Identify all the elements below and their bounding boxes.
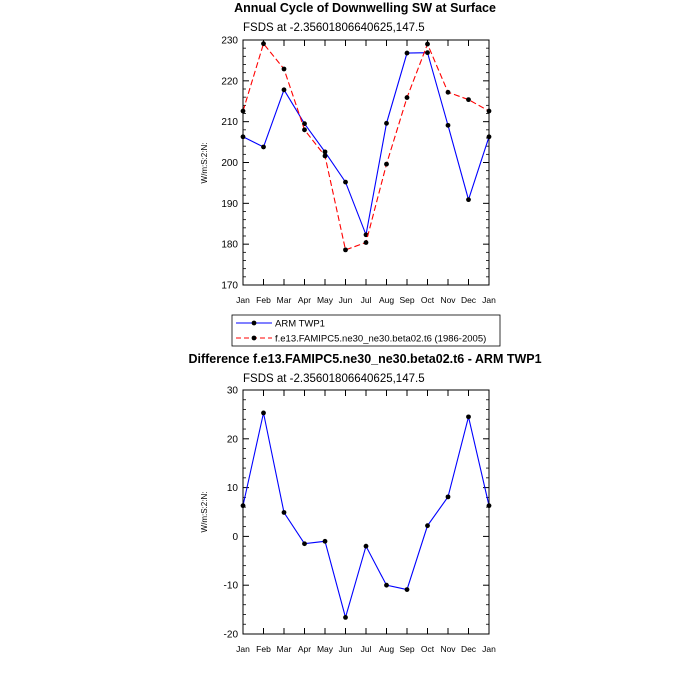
x-tick-label: Mar [276,644,292,654]
data-point [384,583,389,588]
data-point [405,51,410,56]
x-tick-label: Jul [360,644,372,654]
data-point [466,414,471,419]
data-point [343,180,348,185]
chart-subtitle: FSDS at -2.35601806640625,147.5 [243,22,425,34]
plot-frame [243,390,489,634]
data-point [425,523,430,528]
x-tick-label: Jun [338,295,353,305]
data-point [446,494,451,499]
data-point [261,145,266,150]
data-point [384,162,389,167]
y-tick-label: 170 [221,280,238,292]
data-point [446,90,451,95]
x-tick-label: May [316,644,334,654]
x-tick-label: Aug [378,295,395,305]
x-tick-label: Jan [236,644,250,654]
data-point [425,42,430,47]
y-tick-label: 30 [226,385,238,397]
data-point [261,41,266,46]
x-tick-label: Oct [420,295,435,305]
data-point [323,154,328,159]
data-point [282,87,287,92]
data-point [466,97,471,102]
x-tick-label: Aug [378,644,395,654]
legend-marker-model [252,336,257,341]
data-point [364,240,369,245]
y-tick-label: 10 [226,483,238,495]
x-tick-label: Sep [399,295,415,305]
y-tick-label: 20 [226,434,238,446]
x-tick-label: Mar [276,295,292,305]
plot-frame [243,40,489,285]
y-tick-label: -10 [223,580,238,592]
legend [232,315,500,346]
y-tick-label: 230 [221,35,238,47]
data-point [282,67,287,72]
legend-label-arm: ARM TWP1 [275,318,325,330]
x-tick-label: Apr [297,295,312,305]
series-line-0 [243,413,489,617]
legend-label-model: f.e13.FAMIPC5.ne30_ne30.beta02.t6 (1986-2005) [275,333,487,345]
chart-title: Annual Cycle of Downwelling SW at Surface [234,1,496,15]
y-tick-label: 0 [232,531,238,543]
x-tick-label: Oct [420,644,435,654]
plot-series [241,41,492,252]
x-tick-label: Feb [256,644,271,654]
data-point [405,587,410,592]
y-tick-label: 180 [221,239,238,251]
x-tick-label: Apr [297,644,312,654]
x-tick-label: May [316,295,334,305]
data-point [446,123,451,128]
y-tick-label: 220 [221,76,238,88]
x-tick-label: Sep [399,644,415,654]
chart-title: Difference f.e13.FAMIPC5.ne30_ne30.beta02.t6 - ARM TWP1 [188,352,542,366]
x-tick-label: Dec [460,644,477,654]
data-point [282,510,287,515]
x-tick-label: Jan [236,295,250,305]
chart-subtitle: FSDS at -2.35601806640625,147.5 [243,373,425,385]
x-tick-label: Jan [482,644,496,654]
series-line-0 [243,53,489,235]
data-point [343,615,348,620]
y-tick-label: 190 [221,198,238,210]
x-tick-label: Jul [360,295,372,305]
data-point [405,95,410,100]
y-tick-label: 200 [221,158,238,169]
data-point [261,411,266,416]
x-tick-label: Feb [256,295,271,305]
data-point [466,197,471,202]
x-tick-label: Jun [338,644,353,654]
y-axis-label: W/m:S:2:N: [200,142,209,184]
data-point [323,149,328,154]
data-point [302,541,307,546]
data-point [364,544,369,549]
legend-marker-arm [252,321,257,326]
y-tick-label: -20 [223,629,238,641]
x-tick-label: Nov [440,644,456,654]
x-tick-label: Jan [482,295,496,305]
data-point [343,247,348,252]
axis-ticks [224,386,497,655]
data-point [323,539,328,544]
y-tick-label: 210 [221,117,238,129]
plot-series [241,411,492,620]
data-point [425,50,430,55]
x-tick-label: Dec [460,295,477,305]
axis-ticks [221,36,496,306]
data-point [302,127,307,132]
series-line-1 [243,44,489,250]
y-axis-label: W/m:S:2:N: [200,491,209,533]
data-point [384,121,389,126]
x-tick-label: Nov [440,295,456,305]
chart-difference [188,352,541,654]
chart-annual-cycle [200,1,500,346]
